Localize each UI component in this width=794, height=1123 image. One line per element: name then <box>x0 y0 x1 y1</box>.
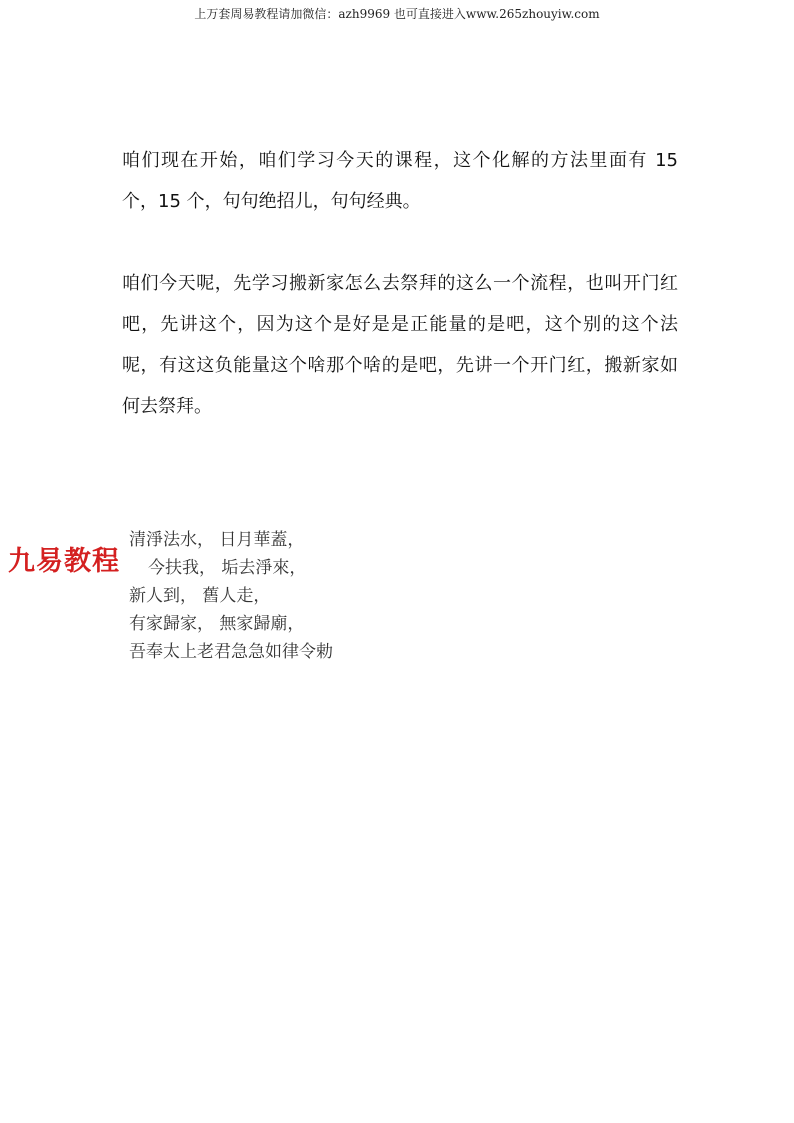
document-body <box>122 140 678 427</box>
incantation-block <box>129 526 333 666</box>
watermark-logo: 九易教程 <box>6 544 122 580</box>
incantation-line-2: 今扶我， 垢去淨來， <box>148 558 307 578</box>
incantation-line-4: 有家歸家， 無家歸廟， <box>129 614 305 634</box>
header-banner: 上万套周易教程请加微信：azh9969 也可直接进入www.265zhouyiw.com <box>194 7 600 21</box>
paragraph-topic: 咱们今天呢，先学习搬新家怎么去祭拜的这么一个流程，也叫开门红吧，先讲这个，因为这个是好是是正能量的是吧，这个别的这个法呢，有这这负能量这个啥那个啥的是吧，先讲一个开门红，搬新家如何去祭拜。 <box>122 273 678 417</box>
incantation-line-1: 清淨法水， 日月華蓋， <box>129 530 305 550</box>
incantation-line-3: 新人到， 舊人走， <box>129 586 271 606</box>
paragraph-intro: 咱们现在开始，咱们学习今天的课程，这个化解的方法里面有 15 个，15 个，句句绝招儿，句句经典。 <box>122 150 678 212</box>
incantation-line-5: 吾奉太上老君急急如律令勅 <box>129 642 333 662</box>
